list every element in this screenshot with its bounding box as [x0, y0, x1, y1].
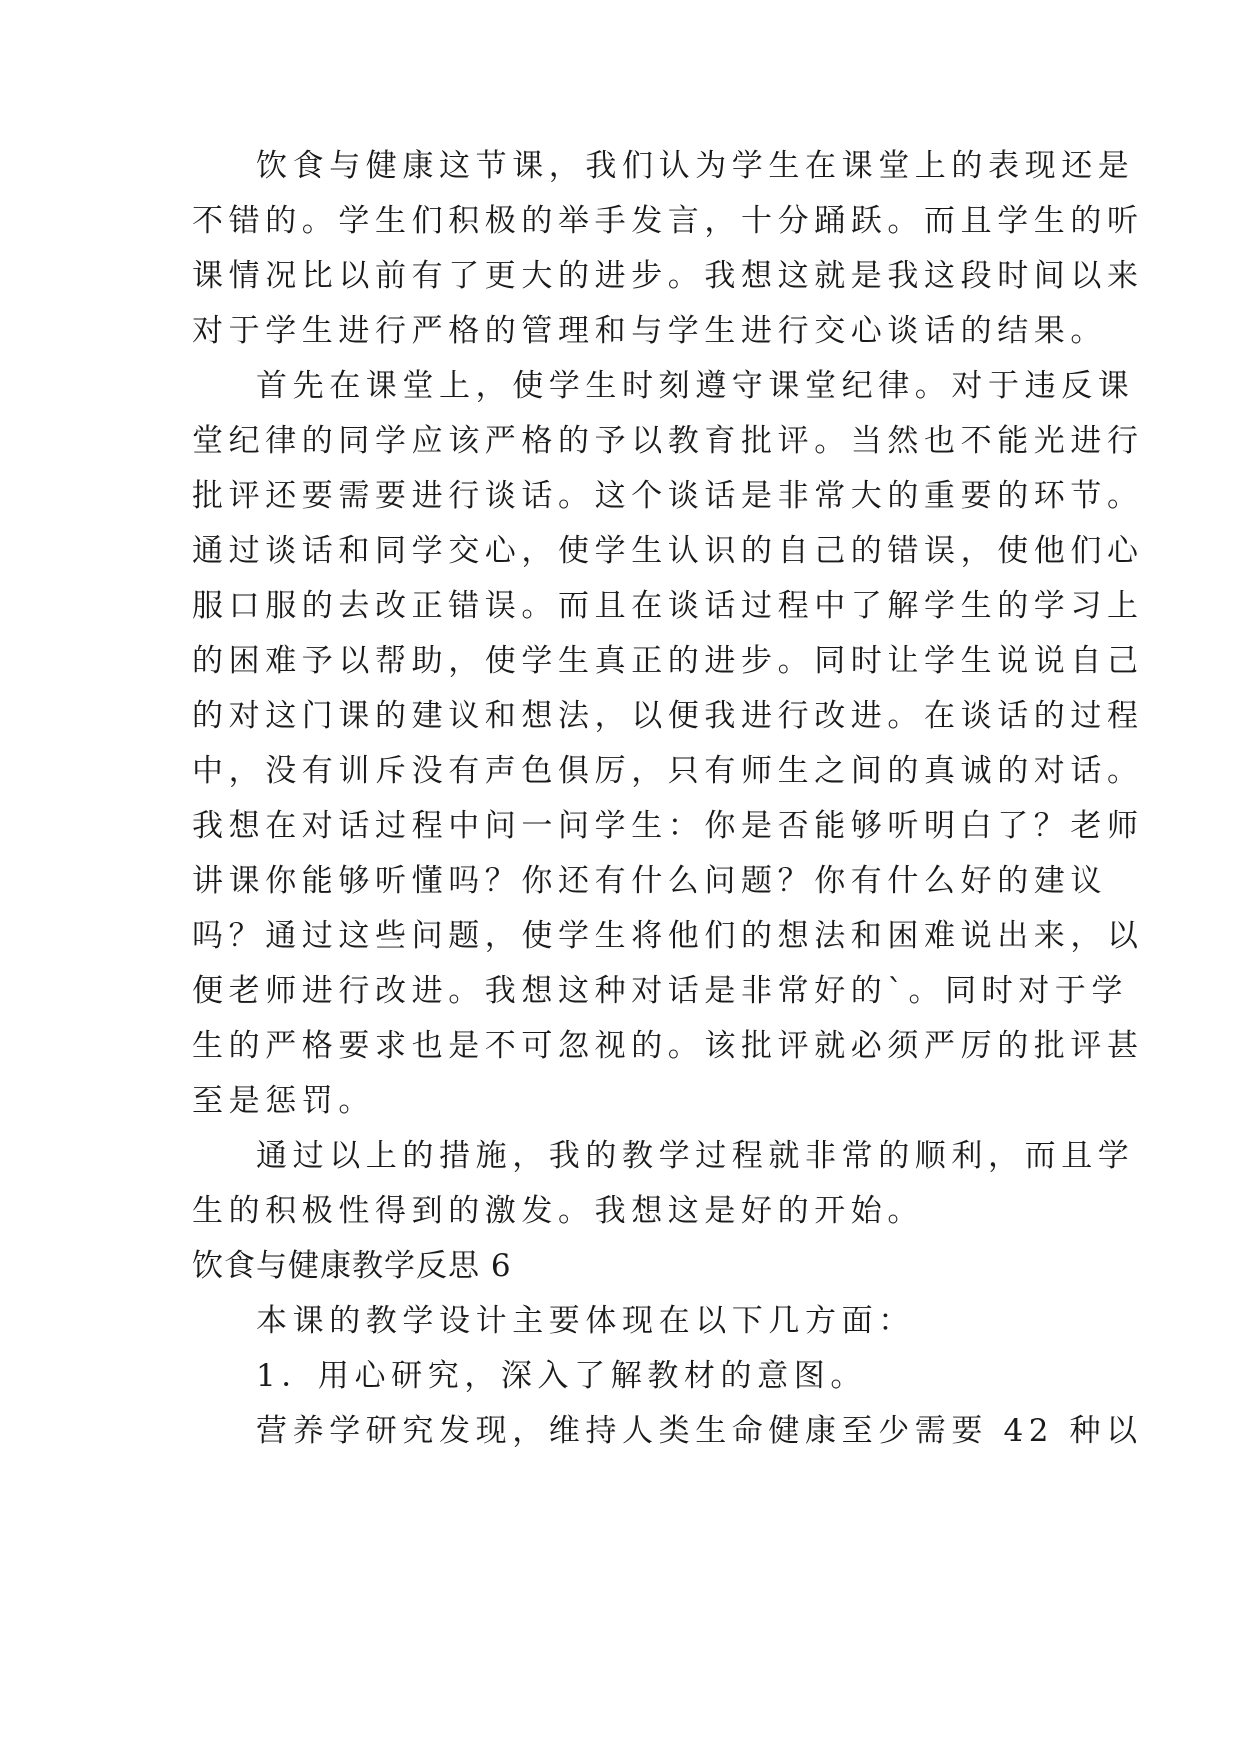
paragraph-line: 生的严格要求也是不可忽视的。该批评就必须严厉的批评甚: [192, 1028, 1144, 1064]
paragraph-line: 生的积极性得到的激发。我想这是好的开始。: [192, 1193, 924, 1229]
paragraph-line: 对于学生进行严格的管理和与学生进行交心谈话的结果。: [192, 313, 1107, 349]
paragraph-line: 饮食与健康这节课，我们认为学生在课堂上的表现还是: [256, 148, 1135, 184]
paragraph-line: 讲课你能够听懂吗？你还有什么问题？你有什么好的建议: [192, 863, 1107, 899]
paragraph-line: 吗？通过这些问题，使学生将他们的想法和困难说出来，以: [192, 918, 1144, 954]
paragraph-line: 营养学研究发现，维持人类生命健康至少需要 42 种以: [256, 1413, 1143, 1449]
paragraph-line: 本课的教学设计主要体现在以下几方面：: [256, 1303, 915, 1339]
paragraph-line: 1．用心研究，深入了解教材的意图。: [256, 1358, 867, 1394]
paragraph-line: 服口服的去改正错误。而且在谈话过程中了解学生的学习上: [192, 588, 1144, 624]
paragraph-line: 不错的。学生们积极的举手发言，十分踊跃。而且学生的听: [192, 203, 1144, 239]
paragraph-line: 的困难予以帮助，使学生真正的进步。同时让学生说说自己: [192, 643, 1144, 679]
paragraph-line: 便老师进行改进。我想这种对话是非常好的`。同时对于学: [192, 973, 1129, 1009]
paragraph-line: 的对这门课的建议和想法，以便我进行改进。在谈话的过程: [192, 698, 1144, 734]
paragraph-line: 至是惩罚。: [192, 1083, 375, 1119]
paragraph-line: 通过以上的措施，我的教学过程就非常的顺利，而且学: [256, 1138, 1135, 1174]
paragraph-line: 批评还要需要进行谈话。这个谈话是非常大的重要的环节。: [192, 478, 1144, 514]
paragraph-line: 我想在对话过程中问一问学生：你是否能够听明白了？老师: [192, 808, 1144, 844]
paragraph-line: 通过谈话和同学交心，使学生认识的自己的错误，使他们心: [192, 533, 1144, 569]
paragraph-line: 首先在课堂上，使学生时刻遵守课堂纪律。对于违反课: [256, 368, 1135, 404]
paragraph-line: 课情况比以前有了更大的进步。我想这就是我这段时间以来: [192, 258, 1144, 294]
section-heading: 饮食与健康教学反思 6: [192, 1248, 512, 1284]
paragraph-line: 堂纪律的同学应该严格的予以教育批评。当然也不能光进行: [192, 423, 1144, 459]
paragraph-line: 中，没有训斥没有声色俱厉，只有师生之间的真诚的对话。: [192, 753, 1144, 789]
